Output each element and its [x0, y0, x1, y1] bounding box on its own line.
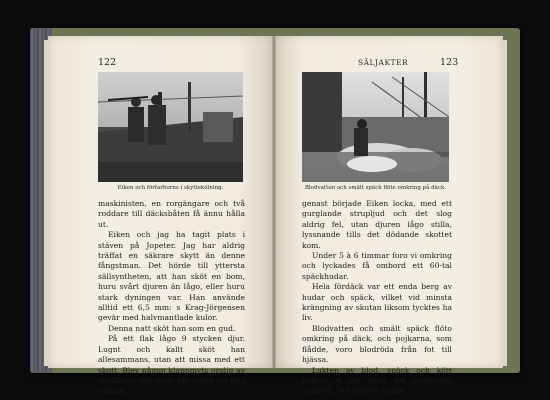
paragraph: Under 5 à 6 timmar foro vi omkring och lyckades få ombord ett 60-tal späckhudar.: [302, 251, 452, 281]
right-page-number: 123: [440, 57, 459, 68]
paragraph: Denna natt sköt han som en gud.: [108, 323, 236, 333]
blubber-on-deck-photo: [302, 72, 449, 182]
left-photo-caption: Eiken och förfarhorns i skyttekölning.: [117, 185, 224, 191]
left-photo: [98, 72, 243, 182]
paragraph: maskinisten, en rorgängare och två roddare till däcksbåten få ännu hålla ut.: [98, 199, 245, 229]
left-page-text: [98, 199, 245, 397]
right-running-head: SÄLJAKTER: [358, 58, 409, 67]
paragraph: På ett flak lågo 9 stycken djur. Lugnt och kallt sköt han allesammans, utan att missa med ett skott. Blev någon klappmyts orolig av smällarna och hade för avsikt att gå i vattnet,: [98, 334, 245, 396]
left-page-number: 122: [98, 57, 117, 68]
right-photo-caption: Blodvatten och smält späck flöte omkring på däck.: [304, 185, 447, 191]
paragraph: Lukten av blod, späck och kött bidrog ej att göra det angenämt ombord. Det behövs också: [302, 365, 452, 396]
men-on-deck-photo: [98, 72, 243, 182]
paragraph: Eiken och jag ha tagit plats i stäven på Jopeter. Jag har aldrig träffat en säkrare skytt än denne fångstman. Det hörde till yttersta sällsyntheten, att han sköt en bom, huru svårt djuren än lågo, eller huru stark dyningen var. Han använde alltid ett 6,5 mm: s Krag-Jörgensen gevär med halvmantlade kulor.: [98, 230, 245, 323]
paragraph: Blodvatten och smält späck flöto omkring på däck, och pojkarna, som flådde, voro blodröda från fot till hjässa.: [302, 323, 452, 365]
paragraph: genast började Eiken locka, med ett gurglande strupljud och det slog aldrig fel, utan djuren lågo stilla, lyssnande tills det dödande skottet kom.: [302, 199, 452, 250]
right-page-text: [302, 199, 452, 397]
paragraph: Hela fördäck var ett enda berg av hudar och späck, vilket vid minsta krängning av skutan liksom tycktes ha liv.: [302, 282, 452, 323]
book-gutter: [272, 36, 276, 368]
right-photo: [302, 72, 449, 182]
page-edge-right: [503, 40, 507, 366]
